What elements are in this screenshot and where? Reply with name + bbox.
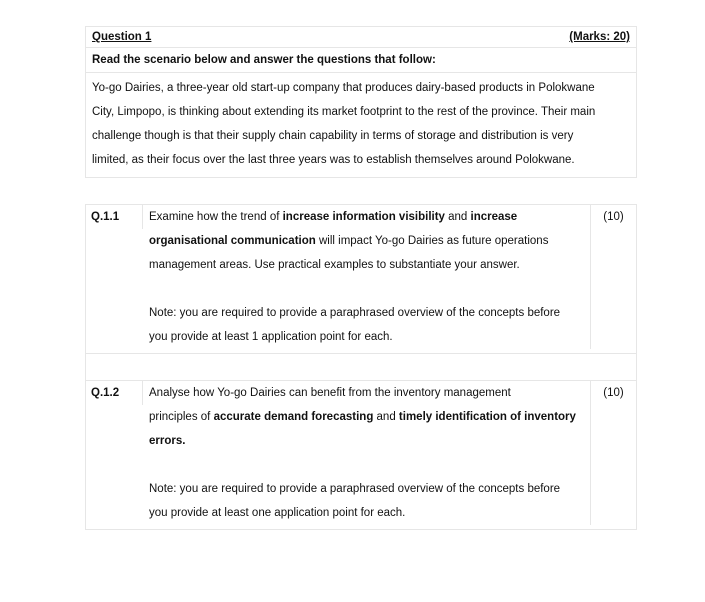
blank-line: [149, 277, 590, 301]
question-number: Q.1.2: [86, 381, 143, 405]
scenario-line-2: City, Limpopo, is thinking about extending its market footprint to the rest of the province. Their main: [92, 106, 596, 118]
text-run: will impact Yo-go Dairies as future operations: [315, 235, 549, 247]
question-header-table: [85, 26, 637, 178]
text-run: and: [444, 211, 471, 223]
question-row-q111: [86, 205, 636, 353]
row-spacer: [86, 353, 636, 381]
note-line-2: you provide at least 1 application point for each.: [149, 331, 393, 343]
bold-run: accurate demand forecasting: [213, 411, 374, 423]
blank-line: [149, 453, 590, 477]
scenario-line-3: challenge though is that their supply chain capability in terms of storage and distribution is very: [92, 130, 574, 142]
note-line-2: you provide at least one application point for each.: [149, 507, 406, 519]
question-line-2: [149, 229, 590, 253]
question-line-1: Analyse how Yo-go Dairies can benefit from the inventory management: [149, 387, 511, 399]
text-run: Examine how the trend of: [149, 211, 283, 223]
question-marks: (10): [603, 211, 624, 223]
question-line-2: [149, 405, 590, 429]
document-page: [85, 26, 637, 530]
note-line-1: Note: you are required to provide a paraphrased overview of the concepts before: [149, 483, 561, 495]
question-title-row: [86, 27, 636, 48]
question-title: Question 1: [92, 31, 152, 43]
scenario-paragraph: [86, 73, 636, 177]
question-marks: (Marks: 20): [569, 31, 630, 43]
bold-run: increase information visibility: [282, 211, 445, 223]
question-body: [143, 205, 591, 349]
question-line-3: management areas. Use practical examples to substantiate your answer.: [149, 259, 520, 271]
question-line-1: [149, 205, 590, 229]
instruction-text: Read the scenario below and answer the questions that follow:: [92, 54, 436, 66]
bold-run: timely identification of inventory: [398, 411, 576, 423]
question-line-3: errors.: [149, 435, 186, 447]
sub-questions-table: [85, 204, 637, 530]
question-row-q112: [86, 381, 636, 529]
question-body: [143, 381, 591, 525]
scenario-line-1: Yo-go Dairies, a three-year old start-up company that produces dairy-based products in Polokwane: [92, 82, 595, 94]
question-marks: (10): [603, 387, 624, 399]
instruction-row: [86, 48, 636, 73]
bold-run: organisational communication: [149, 235, 316, 247]
text-run: and: [373, 411, 399, 423]
question-number: Q.1.1: [86, 205, 143, 229]
text-run: principles of: [149, 411, 214, 423]
note-line-1: Note: you are required to provide a paraphrased overview of the concepts before: [149, 307, 561, 319]
scenario-line-4: limited, as their focus over the last three years was to establish themselves around Polokwane.: [92, 154, 575, 166]
bold-run: increase: [470, 211, 518, 223]
